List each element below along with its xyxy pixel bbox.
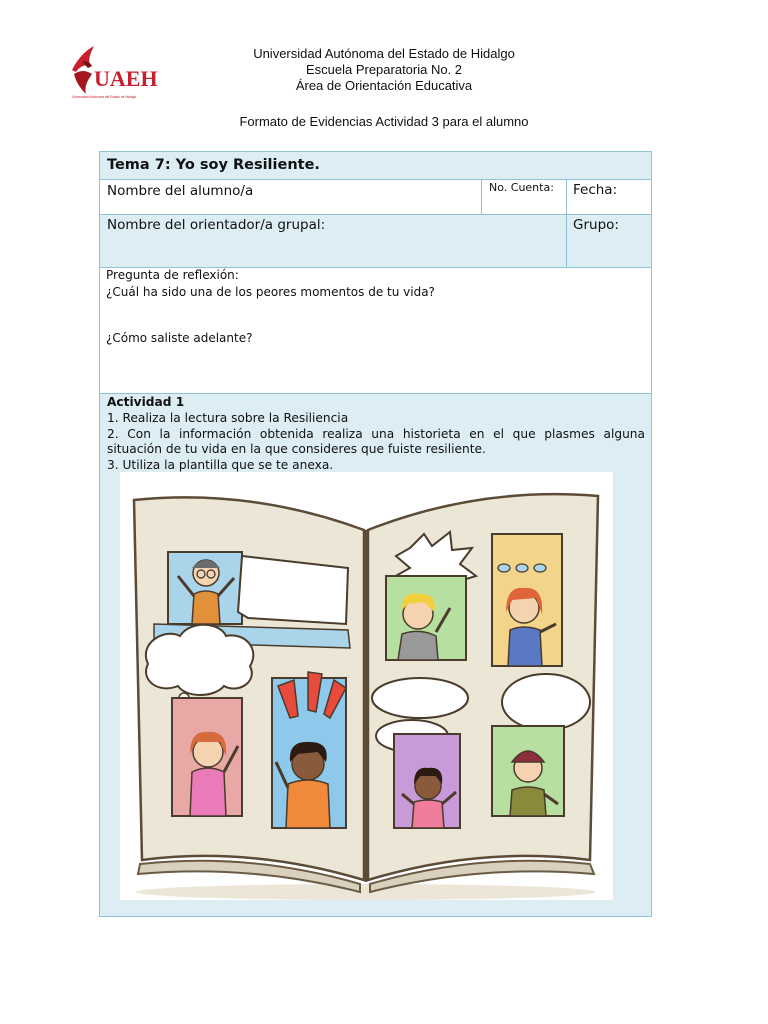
reflection-label: Pregunta de reflexión:	[106, 268, 239, 282]
student-name-cell[interactable]	[100, 180, 481, 214]
reflection-row	[100, 268, 651, 394]
logo-subtext: Universidad Autónoma del Estado de Hidalgo	[72, 95, 137, 99]
student-name-label: Nombre del alumno/a	[107, 183, 254, 199]
logo-letters: UAEH	[94, 66, 158, 91]
speech-box-top-left	[238, 556, 348, 624]
topic-row	[100, 152, 651, 180]
activity-row	[100, 394, 651, 916]
document-title: Formato de Evidencias Actividad 3 para el alumno	[239, 114, 529, 129]
account-label: No. Cuenta:	[489, 181, 554, 194]
topic-title: Tema 7: Yo soy Resiliente.	[107, 157, 320, 173]
comic-template-illustration	[120, 472, 613, 900]
counselor-label: Nombre del orientador/a grupal:	[107, 217, 326, 233]
speech-oval-3	[502, 674, 590, 730]
activity-step-3: 3. Utiliza la plantilla que se te anexa.	[107, 458, 334, 473]
activity-step-2: 2. Con la información obtenida realiza una historieta en el que plasmes alguna situación de tu vida en la que consideres que fuiste resiliente.	[107, 426, 645, 457]
student-row	[100, 180, 651, 215]
panel-boy-hat	[492, 726, 564, 816]
panel-boy-exclaim	[272, 672, 346, 828]
panel-girl-purple	[394, 734, 460, 828]
group-label: Grupo:	[573, 217, 619, 233]
school-name: Escuela Preparatoria No. 2	[305, 62, 463, 77]
activity-step-1: 1. Realiza la lectura sobre la Resiliencia	[107, 410, 349, 425]
reflection-question-2: ¿Cómo saliste adelante?	[106, 331, 253, 345]
thought-cloud-left	[146, 625, 253, 695]
panel-girl-left	[172, 698, 242, 816]
university-name: Universidad Autónoma del Estado de Hidalgo	[253, 46, 515, 61]
speech-oval-1	[372, 678, 468, 718]
counselor-cell[interactable]	[100, 215, 566, 267]
panel-kid-glasses	[168, 552, 242, 624]
date-label: Fecha:	[573, 182, 618, 198]
counselor-row	[100, 215, 651, 268]
panel-blond-boy	[386, 576, 466, 660]
activity-instructions	[107, 395, 645, 474]
activity-title: Actividad 1	[107, 395, 185, 409]
institution-header	[0, 46, 768, 94]
date-cell[interactable]	[566, 180, 651, 214]
account-cell[interactable]	[481, 180, 566, 214]
area-name: Área de Orientación Educativa	[295, 78, 473, 93]
panel-redhead-girl	[492, 534, 562, 666]
reflection-question-1: ¿Cuál ha sido una de los peores momentos de tu vida?	[106, 285, 435, 299]
group-cell[interactable]	[566, 215, 651, 267]
evidence-form	[99, 151, 652, 917]
